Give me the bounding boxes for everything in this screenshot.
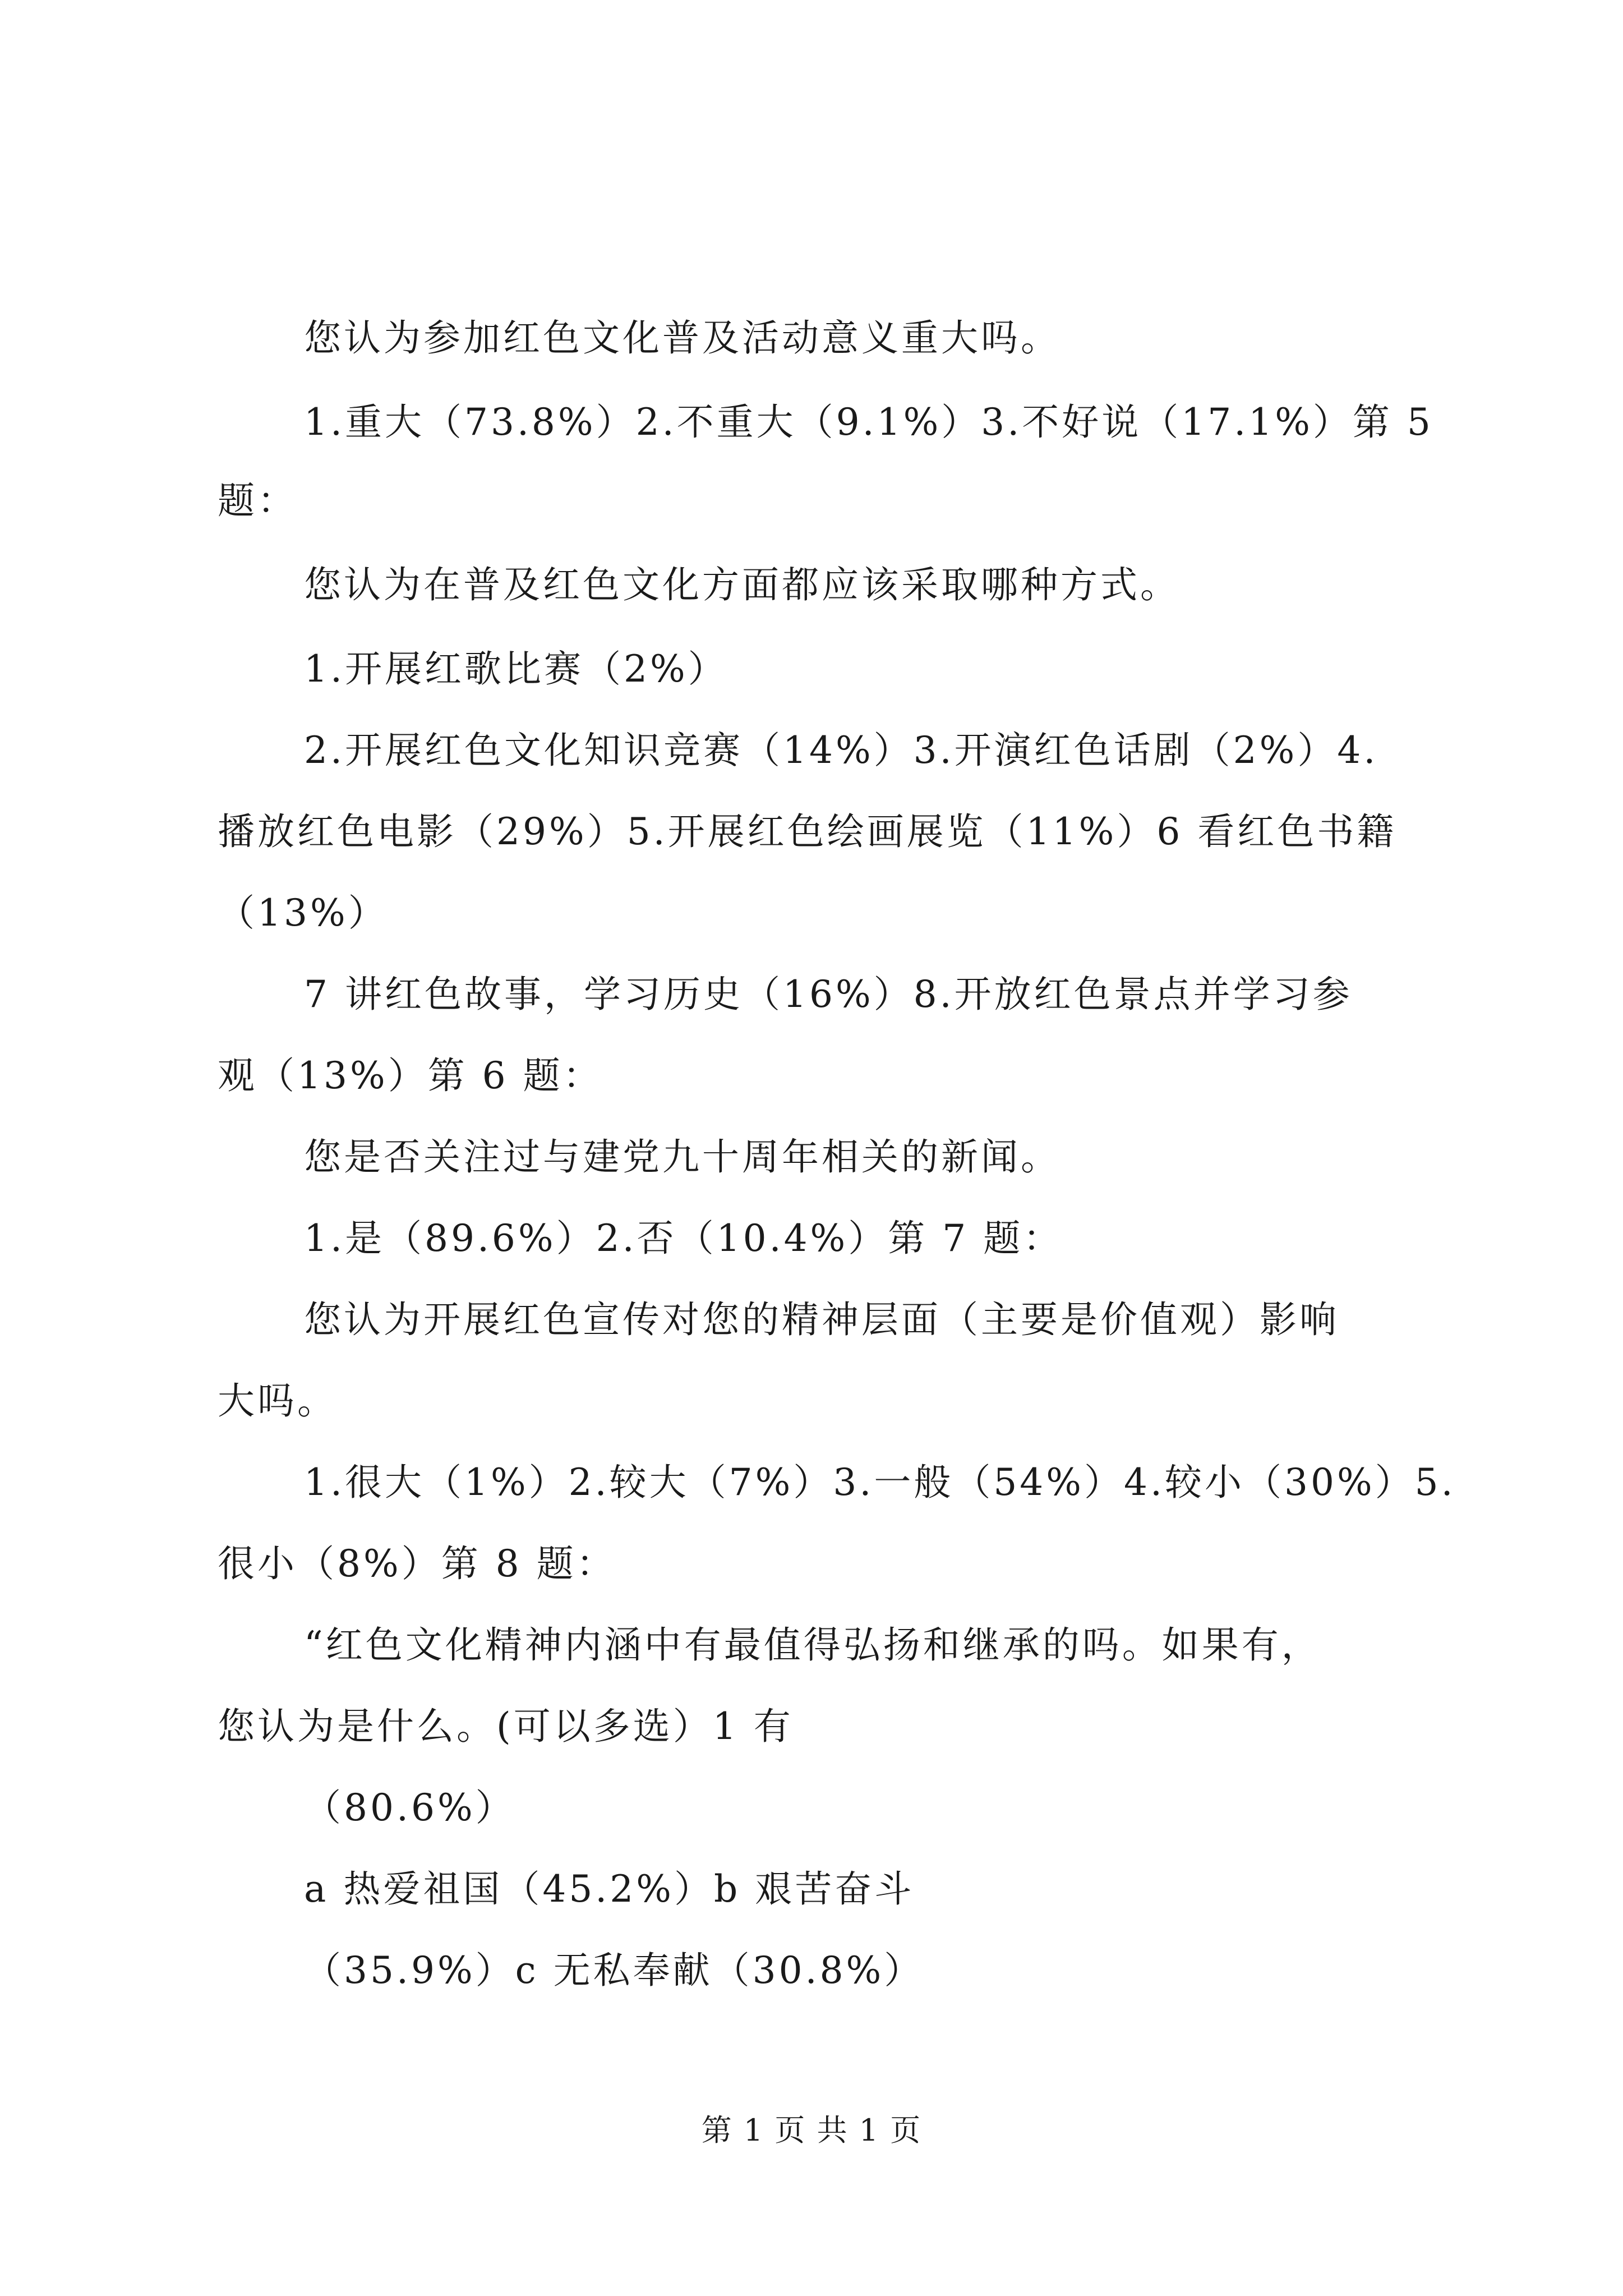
paragraph-line: 7 讲红色故事，学习历史（16%）8.开放红色景点并学习参 [304, 973, 1353, 1016]
paragraph-line: 2.开展红色文化知识竞赛（14%）3.开演红色话剧（2%）4. [304, 729, 1378, 772]
paragraph-line: 1.是（89.6%）2.否（10.4%）第 7 题： [304, 1217, 1063, 1260]
paragraph-line: 您认为开展红色宣传对您的精神层面（主要是价值观）影响 [304, 1298, 1339, 1341]
paragraph-line: 题： [218, 479, 297, 522]
paragraph-line: 您认为是什么。(可以多选）1 有 [218, 1705, 794, 1748]
paragraph-line: 您认为参加红色文化普及活动意义重大吗。 [304, 316, 1061, 360]
paragraph-line: （13%） [218, 891, 388, 935]
paragraph-line: 观（13%）第 6 题： [218, 1054, 603, 1097]
paragraph-line: （35.9%）c 无私奉献（30.8%） [304, 1949, 924, 1992]
paragraph-line: 1.很大（1%）2.较大（7%）3.一般（54%）4.较小（30%）5. [304, 1461, 1456, 1504]
paragraph-line: 1.重大（73.8%）2.不重大（9.1%）3.不好说（17.1%）第 5 [304, 401, 1433, 444]
paragraph-line: 播放红色电影（29%）5.开展红色绘画展览（11%）6 看红色书籍 [218, 810, 1397, 853]
paragraph-line: 您认为在普及红色文化方面都应该采取哪种方式。 [304, 563, 1180, 606]
paragraph-line: 很小（8%）第 8 题： [218, 1542, 616, 1585]
paragraph-line: 您是否关注过与建党九十周年相关的新闻。 [304, 1135, 1061, 1179]
paragraph-line: （80.6%） [304, 1786, 515, 1829]
paragraph-line: 1.开展红歌比赛（2%） [304, 647, 728, 691]
paragraph-line: “红色文化精神内涵中有最值得弘扬和继承的吗。如果有， [304, 1623, 1321, 1667]
paragraph-line: a 热爱祖国（45.2%）b 艰苦奋斗 [304, 1867, 915, 1911]
page-footer: 第 1 页 共 1 页 [701, 2113, 922, 2148]
paragraph-line: 大吗。 [218, 1379, 337, 1423]
